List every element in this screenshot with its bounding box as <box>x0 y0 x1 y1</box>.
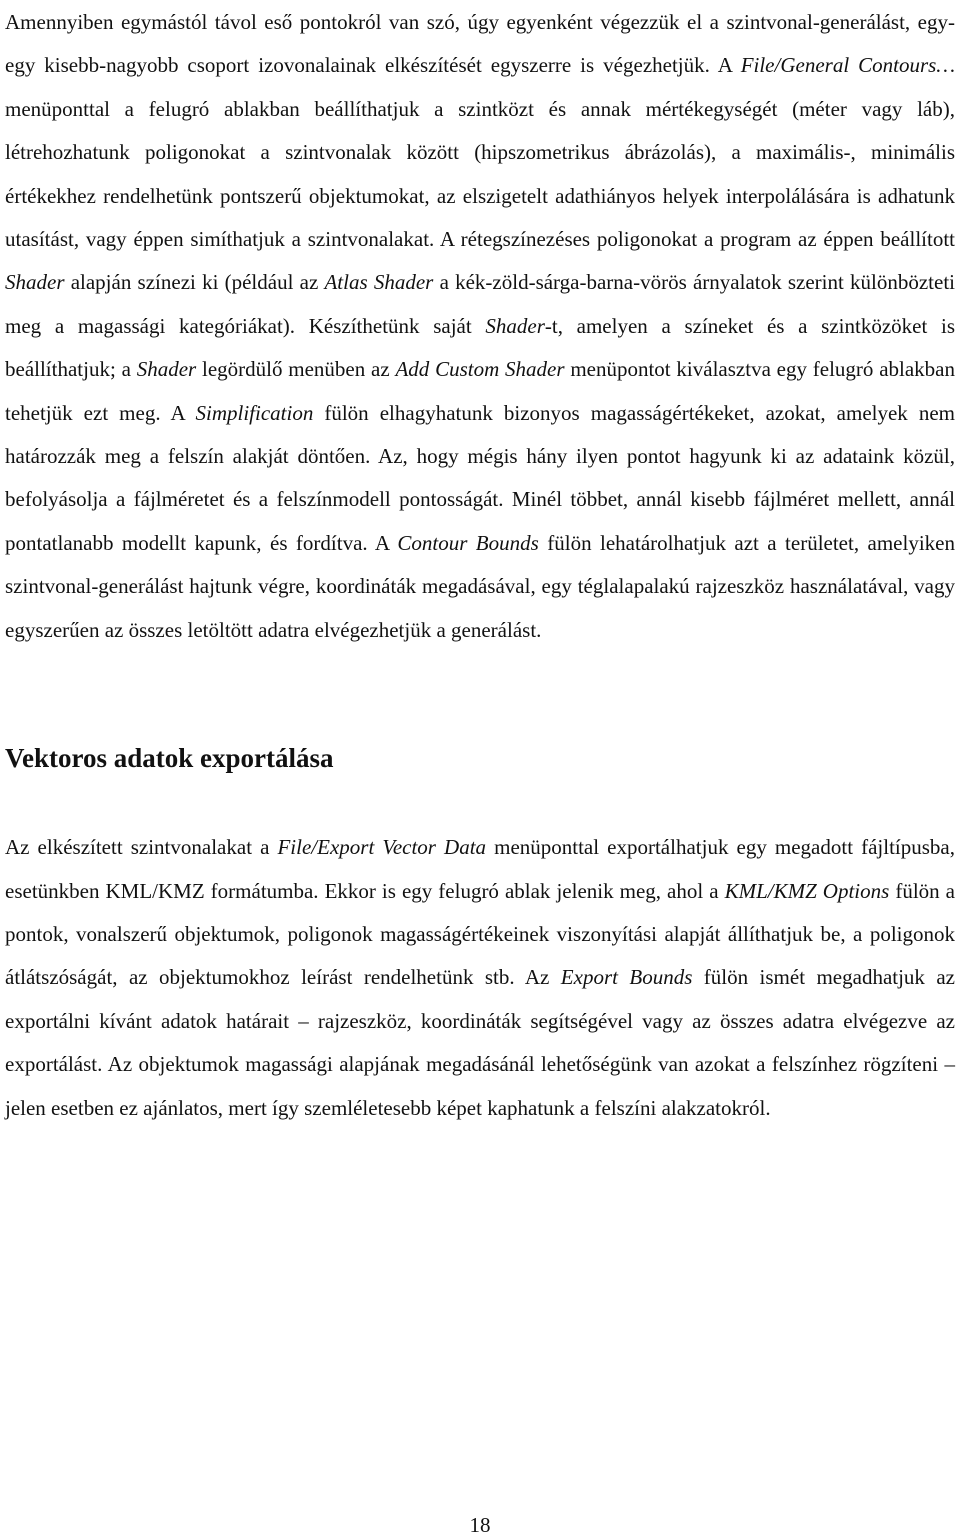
term-reference: Shader <box>5 270 65 295</box>
page-number: 18 <box>469 1513 491 1537</box>
menu-reference: File/General Contours… <box>740 53 955 78</box>
term-reference: Atlas Shader <box>324 270 434 295</box>
text-run: fülön lehatárolhatjuk azt a területet, amelyiken szintvonal-generálást hajtunk végre, koordináták megadásával, egy téglalapalakú rajzeszköz használatával, vagy egyszerűen az összes letöltött adatra elvégezhetjük a generálást. <box>5 530 955 642</box>
text-run: menüponttal exportálhatjuk egy megadott fájltípusba, esetünkben KML/KMZ formátumba. Ekkor is egy felugró ablak jelenik meg, ahol a <box>5 835 955 903</box>
tab-reference: KML/KMZ Options <box>724 878 890 903</box>
paragraph-export <box>5 826 955 1130</box>
term-reference: Shader <box>485 313 545 338</box>
text-run: fülön ismét megadhatjuk az exportálni kívánt adatok határait – rajzeszköz, koordináták segítségével vagy az összes adatra elvégezve az exportálást. Az objektumok magassági alapjának megadásánál lehetőségünk van azokat a felszínhez rögzíteni – jelen esetben ez ajánlatos, mert így szemléletesebb képet kaphatunk a felszíni alakzatokról. <box>5 965 955 1120</box>
text-run: fülön elhagyhatunk bizonyos magasságértékeket, azokat, amelyek nem határozzák meg a felszín alakját döntően. Az, hogy mégis hány ilyen pontot hagyunk ki az adataink közül, befolyásolja a fájlméretet és a felszínmodell pontosságát. Minél többet, annál kisebb fájlméret mellett, annál pontatlanabb modellt kapunk, és fordítva. A <box>5 400 955 555</box>
text-run: fülön a pontok, vonalszerű objektumok, poligonok magasságértékeinek viszonyítási alapját állíthatjuk be, a poligonok átlátszóságát, az objektumokhoz leírást rendelhetünk stb. Az <box>5 878 956 990</box>
text-run: Az elkészített szintvonalakat a <box>5 835 278 860</box>
text-run: Amennyiben egymástól távol eső pontokról van szó, úgy egyenként végezzük el a szintvonal-generálást, egy-egy kisebb-nagyobb csoport izovonalainak elkészítését egyszerre is végezhetjük. A <box>5 10 955 78</box>
text-run: a kék-zöld-sárga-barna-vörös árnyalatok szerint különbözteti meg a magassági kategóriákat). Készíthetünk saját <box>5 270 955 338</box>
menu-reference: File/Export Vector Data <box>277 835 487 860</box>
paragraph-contours <box>5 1 955 652</box>
text-run: menüpontot kiválasztva egy felugró ablakban tehetjük ezt meg. A <box>5 357 956 425</box>
tab-reference: Export Bounds <box>560 965 693 990</box>
text-run: alapján színezi ki (például az <box>64 270 325 295</box>
tab-reference: Simplification <box>195 400 314 425</box>
text-run: legördülő menüben az <box>196 357 396 382</box>
text-run: -t, amelyen a színeket és a szintközöket is beállíthatjuk; a <box>5 313 955 382</box>
term-reference: Shader <box>136 357 197 382</box>
menu-reference: Add Custom Shader <box>395 357 565 382</box>
text-run: menüponttal a felugró ablakban beállíthatjuk a szintközt és annak mértékegységét (méter vagy láb), létrehozhatunk poligonokat a szintvonalak között (hipszometrikus ábrázolás), a maximális-, minimális értékekhez rendelhetünk pontszerű objektumokat, az elszigetelt adathiányos helyek interpolálására is adhatunk utasítást, vagy éppen simíthatjuk a szintvonalakat. A rétegszínezéses poligonokat a program az éppen beállított <box>5 96 955 252</box>
tab-reference: Contour Bounds <box>397 530 539 555</box>
section-heading: Vektoros adatok exportálása <box>5 743 334 774</box>
